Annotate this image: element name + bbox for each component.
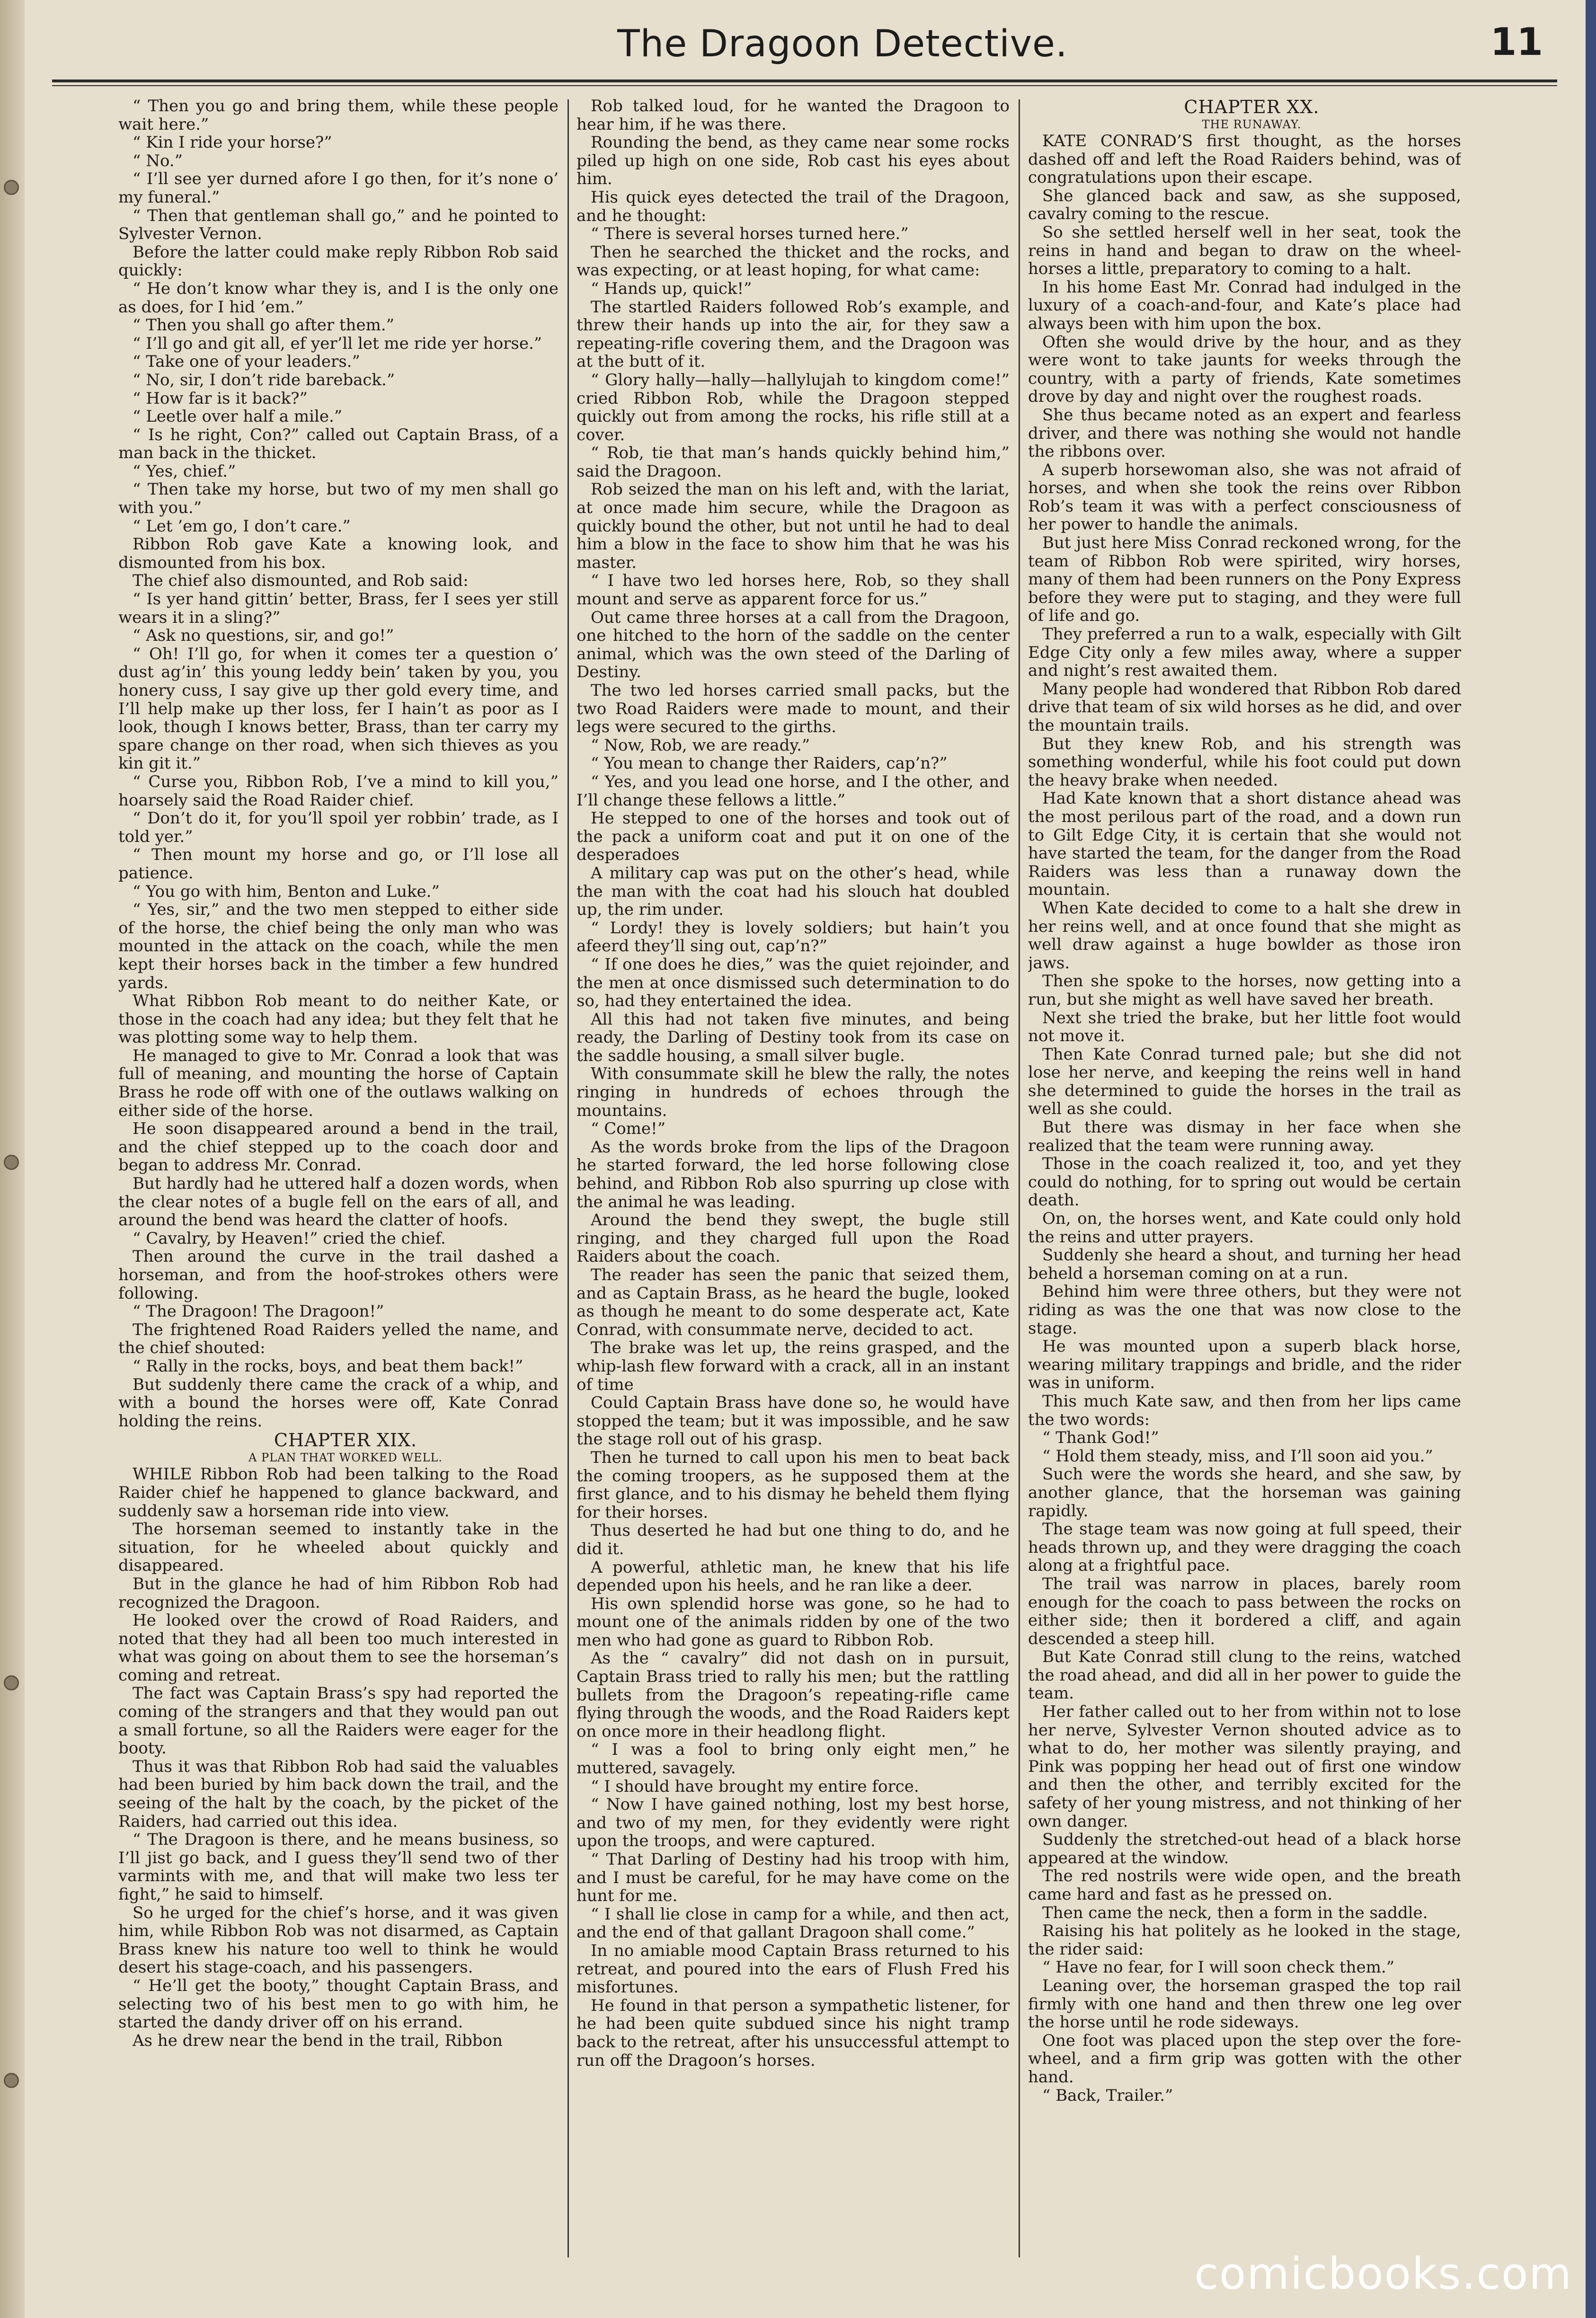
paragraph: “ Yes, and you lead one horse, and I the other, and I’ll change these fellows a little.” xyxy=(576,772,1010,810)
paragraph: He found in that person a sympathetic listener, for he had been quite subdued since his night tramp back to the retreat, after his unsuccessful attempt to run off the Dragoon’s horses. xyxy=(576,1996,1010,2070)
paragraph: “ Then you shall go after them.” xyxy=(133,316,394,335)
paragraph: “ Glory hally—hally—hallylujah to kingdom come!” cried Ribbon Rob, while the Dragoon stepped quickly out from among the rocks, his rifle still at a cover. xyxy=(576,370,1010,444)
paragraph: A military cap was put on the other’s head, while the man with the coat had his slouch hat doubled up, the rim under. xyxy=(576,863,1010,920)
paragraph: “ Then mount my horse and go, or I’ll lose all patience. xyxy=(118,845,559,883)
paragraph: The chief also dismounted, and Rob said: xyxy=(133,571,469,591)
paragraph: “ Rally in the rocks, boys, and beat them back!” xyxy=(133,1356,523,1376)
paragraph: Then he searched the thicket and the rocks, and was expecting, or at least hoping, for what came: xyxy=(576,242,1010,280)
paragraph: “ Ask no questions, sir, and go!” xyxy=(133,626,394,646)
paragraph: “ Leetle over half a mile.” xyxy=(133,407,343,426)
paragraph: Suddenly the stretched-out head of a black horse appeared at the window. xyxy=(1028,1830,1461,1867)
paragraph: “ Is yer hand gittin’ better, Brass, fer I sees yer still wears it in a sling?” xyxy=(118,590,559,627)
paragraph: Before the latter could make reply Ribbon Rob said quickly: xyxy=(118,242,559,280)
paragraph: “ The Dragoon! The Dragoon!” xyxy=(133,1302,384,1321)
paragraph: He soon disappeared around a bend in the trail, and the chief stepped up to the coach door and began to address Mr. Conrad. xyxy=(118,1119,559,1175)
paragraph: Rob seized the man on his left and, with the lariat, at once made him secure, while the Dragoon as quickly bound the other, but not until he had to deal him a blow in the face to show him that he was his master. xyxy=(576,480,1010,572)
paragraph: Then she spoke to the horses, now getting into a run, but she might as well have saved her breath. xyxy=(1028,972,1461,1009)
paragraph: But just here Miss Conrad reckoned wrong, for the team of Ribbon Rob were spirited, wiry horses, many of them had been runners on the Pony Express before they were put to staging, and they were full of life and go. xyxy=(1028,533,1461,626)
paragraph: Had Kate known that a short distance ahead was the most perilous part of the road, and a down run to Gilt Edge City, it is certain that she would not have started the team, for the danger from the Road Raiders was less than a runaway down the mountain. xyxy=(1028,789,1461,900)
chapter-subtitle: THE RUNAWAY. xyxy=(1202,118,1302,131)
paragraph: Then Kate Conrad turned pale; but she did not lose her nerve, and keeping the reins well in hand she determined to guide the horses in the trail as well as she could. xyxy=(1028,1044,1461,1119)
paragraph: Then he turned to call upon his men to beat back the coming troopers, as he supposed them at the first glance, and to his dismay he beheld them flying for their horses. xyxy=(576,1448,1010,1522)
paragraph: Rounding the bend, as they came near some rocks piled up high on one side, Rob cast his eyes about him. xyxy=(576,133,1010,189)
binding-tack xyxy=(4,180,19,195)
paragraph: Raising his hat politely as he looked in the stage, the rider said: xyxy=(1028,1921,1461,1959)
paragraph: The fact was Captain Brass’s spy had reported the coming of the strangers and that they would pan out a small fortune, so all the Raiders were eager for the booty. xyxy=(118,1684,559,1758)
paragraph: Thus deserted he had but one thing to do, and he did it. xyxy=(576,1521,1010,1558)
paragraph: A powerful, athletic man, he knew that his life depended upon his heels, and he ran like a deer. xyxy=(576,1557,1010,1595)
paragraph: All this had not taken five minutes, and being ready, the Darling of Destiny took from its case on the saddle housing, a small silver bugle. xyxy=(576,1009,1010,1065)
paragraph: Behind him were three others, but they were not riding as was the one that was now close to the stage. xyxy=(1028,1282,1461,1338)
paragraph: “ Oh! I’ll go, for when it comes ter a question o’ dust ag’in’ this young leddy bein’ taken by you, you honery cuss, I say give up ther gold every time, and I’ll help make up ther loss, fer I hain’t as poor as I look, though I knows better, Brass, than ter carry my spare change on ther road, when sich thieves as you kin git it.” xyxy=(118,644,559,773)
paragraph: “ Hold them steady, miss, and I’ll soon aid you.” xyxy=(1042,1446,1433,1466)
paragraph: “ I was a fool to bring only eight men,” he muttered, savagely. xyxy=(576,1740,1010,1778)
paragraph: But hardly had he uttered half a dozen words, when the clear notes of a bugle fell on the ears of all, and around the bend was heard the clatter of hoofs. xyxy=(118,1174,559,1230)
paragraph: “ I should have brought my entire force. xyxy=(591,1777,919,1796)
paragraph: Her father called out to her from within not to lose her nerve, Sylvester Vernon shouted advice as to what to do, her mother was silently praying, and Pink was popping her head out of first one window and then the other, and terribly excited for the safety of her young mistress, and not thinking of her own danger. xyxy=(1028,1702,1461,1831)
paragraph: Often she would drive by the hour, and as they were wont to take jaunts for weeks through the country, with a party of friends, Kate sometimes drove by day and night over the roughest roads. xyxy=(1028,332,1461,407)
column-divider xyxy=(1019,99,1020,2257)
paragraph: “ Lordy! they is lovely soldiers; but hain’t you afeerd they’ll sing out, cap’n?” xyxy=(576,918,1010,956)
paragraph: Suddenly she heard a shout, and turning her head beheld a horseman coming on at a run. xyxy=(1028,1246,1461,1283)
paragraph: She glanced back and saw, as she supposed, cavalry coming to the rescue. xyxy=(1028,186,1461,224)
paragraph: Out came three horses at a call from the Dragoon, one hitched to the horn of the saddle on the center animal, which was the own steed of the Darling of Destiny. xyxy=(576,608,1010,682)
paragraph: A superb horsewoman also, she was not afraid of horses, and when she took the reins over Ribbon Rob’s team it was with a perfect consciousness of her power to handle the animals. xyxy=(1028,460,1461,534)
paragraph: “ Then you go and bring them, while these people wait here.” xyxy=(118,97,559,134)
paragraph: “ There is several horses turned here.” xyxy=(591,224,909,244)
text-column-2 xyxy=(576,97,1010,2255)
paragraph: “ He’ll get the booty,” thought Captain Brass, and selecting two of his best men to go with him, he started the dandy driver off on his errand. xyxy=(118,1976,559,2032)
right-border xyxy=(1586,0,1596,2318)
paragraph: “ Then take my horse, but two of my men shall go with you.” xyxy=(118,480,559,518)
paragraph: WHILE Ribbon Rob had been talking to the Road Raider chief he happened to glance backward, and suddenly saw a horseman ride into view. xyxy=(118,1465,559,1521)
column-divider xyxy=(567,99,569,2257)
paragraph: “ I’ll go and git all, ef yer’ll let me ride yer horse.” xyxy=(133,334,542,353)
paragraph: Those in the coach realized it, too, and yet they could do nothing, for to spring out would be certain death. xyxy=(1028,1154,1461,1210)
paragraph: They preferred a run to a walk, especially with Gilt Edge City only a few miles away, where a supper and night’s rest awaited them. xyxy=(1028,625,1461,681)
header-rule-thin xyxy=(52,85,1557,86)
paragraph: “ The Dragoon is there, and he means business, so I’ll jist go back, and I guess they’ll send two of ther varmints with me, and that will make two less ter fight,” he said to himself. xyxy=(118,1830,559,1904)
paragraph: She thus became noted as an expert and fearless driver, and there was nothing she would not handle the ribbons over. xyxy=(1028,405,1461,461)
paragraph: The horseman seemed to instantly take in the situation, for he wheeled about quickly and disappeared. xyxy=(118,1520,559,1575)
paragraph: “ Kin I ride your horse?” xyxy=(133,133,332,152)
binding-tack xyxy=(4,1675,19,1690)
paragraph: “ Let ’em go, I don’t care.” xyxy=(133,516,351,536)
text-column-1 xyxy=(118,97,559,2255)
paragraph: “ Now I have gained nothing, lost my best horse, and two of my men, for they evidently were right upon the troops, and were captured. xyxy=(576,1795,1010,1851)
paragraph: “ You mean to change ther Raiders, cap’n?” xyxy=(591,754,948,773)
header-rule xyxy=(52,80,1557,82)
paragraph: “ Don’t do it, for you’ll spoil yer robbin’ trade, as I told yer.” xyxy=(118,809,559,846)
paragraph: “ That Darling of Destiny had his troop with him, and I must be careful, for he may have come on the hunt for me. xyxy=(576,1850,1010,1906)
paragraph: Could Captain Brass have done so, he would have stopped the team; but it was impossible, and he saw the stage roll out of his grasp. xyxy=(576,1393,1010,1449)
paragraph: “ No, sir, I don’t ride bareback.” xyxy=(133,370,395,389)
paragraph: One foot was placed upon the step over the fore-wheel, and a firm grip was gotten with the other hand. xyxy=(1028,2031,1461,2087)
paragraph: Leaning over, the horseman grasped the top rail firmly with one hand and then threw one leg over the horse until he rode sideways. xyxy=(1028,1976,1461,2032)
paragraph: What Ribbon Rob meant to do neither Kate, or those in the coach had any idea; but they felt that he was plotting some way to help them. xyxy=(118,991,559,1047)
paragraph: The frightened Road Raiders yelled the name, and the chief shouted: xyxy=(118,1320,559,1358)
paragraph: But Kate Conrad still clung to the reins, watched the road ahead, and did all in her power to guide the team. xyxy=(1028,1647,1461,1703)
page-header xyxy=(52,19,1552,76)
binding-edge xyxy=(0,0,25,2318)
paragraph: “ Hands up, quick!” xyxy=(591,279,752,298)
paragraph: His own splendid horse was gone, so he had to mount one of the animals ridden by one of the two men who had gone as guard to Ribbon Rob. xyxy=(576,1594,1010,1650)
paragraph: “ Cavalry, by Heaven!” cried the chief. xyxy=(133,1229,446,1248)
paragraph: “ He don’t know whar they is, and I is the only one as does, for I hid ’em.” xyxy=(118,279,559,317)
paragraph: So she settled herself well in her seat, took the reins in hand and began to draw on the wheel-horses a little, preparatory to coming to a halt. xyxy=(1028,222,1461,279)
paragraph: “ Have no fear, for I will soon check them.” xyxy=(1042,1958,1395,1977)
paragraph: “ Come!” xyxy=(591,1119,666,1139)
paragraph: In no amiable mood Captain Brass returned to his retreat, and poured into the ears of Flush Fred his misfortunes. xyxy=(576,1941,1010,1997)
paragraph: “ Thank God!” xyxy=(1042,1428,1159,1448)
paragraph: As he drew near the bend in the trail, Ribbon xyxy=(133,2031,503,2050)
paragraph: KATE CONRAD’S first thought, as the horses dashed off and left the Road Raiders behind, was of congratulations upon their escape. xyxy=(1028,132,1461,187)
paragraph: “ Is he right, Con?” called out Captain Brass, of a man back in the thicket. xyxy=(118,425,559,463)
chapter-subtitle: A PLAN THAT WORKED WELL. xyxy=(248,1451,443,1465)
paragraph: On, on, the horses went, and Kate could only hold the reins and utter prayers. xyxy=(1028,1209,1461,1247)
paragraph: But they knew Rob, and his strength was something wonderful, while his foot could put down the heavy brake when needed. xyxy=(1028,734,1461,790)
paragraph: “ I have two led horses here, Rob, so they shall mount and serve as apparent force for us.” xyxy=(576,571,1010,609)
paragraph: He managed to give to Mr. Conrad a look that was full of meaning, and mounting the horse of Captain Brass he rode off with one of the outlaws walking on either side of the horse. xyxy=(118,1046,559,1120)
paragraph: “ Yes, chief.” xyxy=(133,461,236,481)
page-title: The Dragoon Detective. xyxy=(617,23,1068,65)
paragraph: “ How far is it back?” xyxy=(133,389,308,408)
paragraph: The two led horses carried small packs, but the two Road Raiders were made to mount, and their legs were secured to the girths. xyxy=(576,681,1010,737)
paragraph: “ You go with him, Benton and Luke.” xyxy=(133,882,440,901)
paragraph: The red nostrils were wide open, and the breath came hard and fast as he pressed on. xyxy=(1028,1867,1461,1904)
paragraph: The trail was narrow in places, barely room enough for the coach to pass between the rocks on either side; then it bordered a cliff, and again descended a steep hill. xyxy=(1028,1574,1461,1648)
paragraph: When Kate decided to come to a halt she drew in her reins well, and at once found that she might as well draw against a huge bowlder as those iron jaws. xyxy=(1028,898,1461,973)
paragraph: “ Now, Rob, we are ready.” xyxy=(591,735,810,755)
paragraph: “ I’ll see yer durned afore I go then, for it’s none o’ my funeral.” xyxy=(118,169,559,207)
binding-tack xyxy=(4,2073,19,2088)
paragraph: “ I shall lie close in camp for a while, and then act, and the end of that gallant Dragoon shall come.” xyxy=(576,1904,1010,1942)
paragraph: But there was dismay in her face when she realized that the team were running away. xyxy=(1028,1118,1461,1155)
paragraph: “ Back, Trailer.” xyxy=(1042,2086,1173,2105)
paragraph: But in the glance he had of him Ribbon Rob had recognized the Dragoon. xyxy=(118,1574,559,1612)
paragraph: He stepped to one of the horses and took out of the pack a uniform coat and put it on one of the desperadoes xyxy=(576,809,1010,865)
paragraph: “ Curse you, Ribbon Rob, I’ve a mind to kill you,” hoarsely said the Road Raider chief. xyxy=(118,772,559,810)
paragraph: “ If one does he dies,” was the quiet rejoinder, and the men at once dismissed such determination to do so, had they entertained the idea. xyxy=(576,955,1010,1011)
paragraph: As the “ cavalry” did not dash on in pursuit, Captain Brass tried to rally his men; but the rattling bullets from the Dragoon’s repeating-rifle came flying through the woods, and the Road Raiders kept on once more in their headlong flight. xyxy=(576,1649,1010,1741)
paragraph: “ Yes, sir,” and the two men stepped to either side of the horse, the chief being the only man who was mounted in the attack on the coach, while the men kept their horses back in the timber a few hundred yards. xyxy=(118,900,559,992)
paragraph: Then came the neck, then a form in the saddle. xyxy=(1042,1903,1428,1922)
paragraph: Then around the curve in the trail dashed a horseman, and from the hoof-strokes others were following. xyxy=(118,1247,559,1303)
paragraph: He looked over the crowd of Road Raiders, and noted that they had all been too much interested in what was going on about them to see the horseman’s coming and retreat. xyxy=(118,1611,559,1685)
paragraph: “ Take one of your leaders.” xyxy=(133,352,360,372)
paragraph: “ Then that gentleman shall go,” and he pointed to Sylvester Vernon. xyxy=(118,206,559,244)
paragraph: The reader has seen the panic that seized them, and as Captain Brass, as he heard the bugle, looked as though he meant to do some desperate act, Kate Conrad, with consummate nerve, decided to act. xyxy=(576,1265,1010,1339)
paragraph: Ribbon Rob gave Kate a knowing look, and dismounted from his box. xyxy=(118,535,559,572)
paragraph: So he urged for the chief’s horse, and it was given him, while Ribbon Rob was not disarmed, as Captain Brass knew his nature too well to think he would desert his stage-coach, and his passengers. xyxy=(118,1903,559,1977)
chapter-heading: CHAPTER XX. xyxy=(1184,97,1320,117)
paragraph: Around the bend they swept, the bugle still ringing, and they charged full upon the Road Raiders about the coach. xyxy=(576,1211,1010,1266)
paragraph: The stage team was now going at full speed, their heads thrown up, and they were dragging the coach along at a frightful pace. xyxy=(1028,1520,1461,1575)
paragraph: As the words broke from the lips of the Dragoon he started forward, the led horse following close behind, and Ribbon Rob also spurring up close with the animal he was leading. xyxy=(576,1137,1010,1212)
binding-tack xyxy=(4,1155,19,1170)
paragraph: The startled Raiders followed Rob’s example, and threw their hands up into the air, for they saw a repeating-rifle covering them, and the Dragoon was at the butt of it. xyxy=(576,297,1010,372)
paragraph: “ No.” xyxy=(133,151,183,170)
paragraph: He was mounted upon a superb black horse, wearing military trappings and bridle, and the rider was in uniform. xyxy=(1028,1337,1461,1393)
paragraph: Many people had wondered that Ribbon Rob dared drive that team of six wild horses as he did, and over the mountain trails. xyxy=(1028,679,1461,735)
paragraph: Such were the words she heard, and she saw, by another glance, that the horseman was gaining rapidly. xyxy=(1028,1465,1461,1521)
paragraph: Rob talked loud, for he wanted the Dragoon to hear him, if he was there. xyxy=(576,97,1010,134)
paragraph: “ Rob, tie that man’s hands quickly behind him,” said the Dragoon. xyxy=(576,443,1010,481)
paragraph: But suddenly there came the crack of a whip, and with a bound the horses were off, Kate Conrad holding the reins. xyxy=(118,1375,559,1431)
text-column-3 xyxy=(1028,97,1461,2255)
paragraph: This much Kate saw, and then from her lips came the two words: xyxy=(1028,1391,1461,1429)
paragraph: Next she tried the brake, but her little foot would not move it. xyxy=(1028,1008,1461,1046)
watermark: comicbooks.com xyxy=(1194,2248,1572,2299)
paragraph: Thus it was that Ribbon Rob had said the valuables had been buried by him back down the trail, and the seeing of the halt by the coach, by the picket of the Raiders, had carried out this idea. xyxy=(118,1757,559,1831)
paragraph: With consummate skill he blew the rally, the notes ringing in hundreds of echoes through the mountains. xyxy=(576,1064,1010,1120)
paragraph: His quick eyes detected the trail of the Dragoon, and he thought: xyxy=(576,187,1010,225)
paragraph: In his home East Mr. Conrad had indulged in the luxury of a coach-and-four, and Kate’s place had always been with him upon the box. xyxy=(1028,277,1461,333)
chapter-heading: CHAPTER XIX. xyxy=(274,1430,417,1451)
paragraph: The brake was let up, the reins grasped, and the whip-lash flew forward with a crack, all in an instant of time xyxy=(576,1338,1010,1394)
page-number: 11 xyxy=(1490,20,1543,64)
